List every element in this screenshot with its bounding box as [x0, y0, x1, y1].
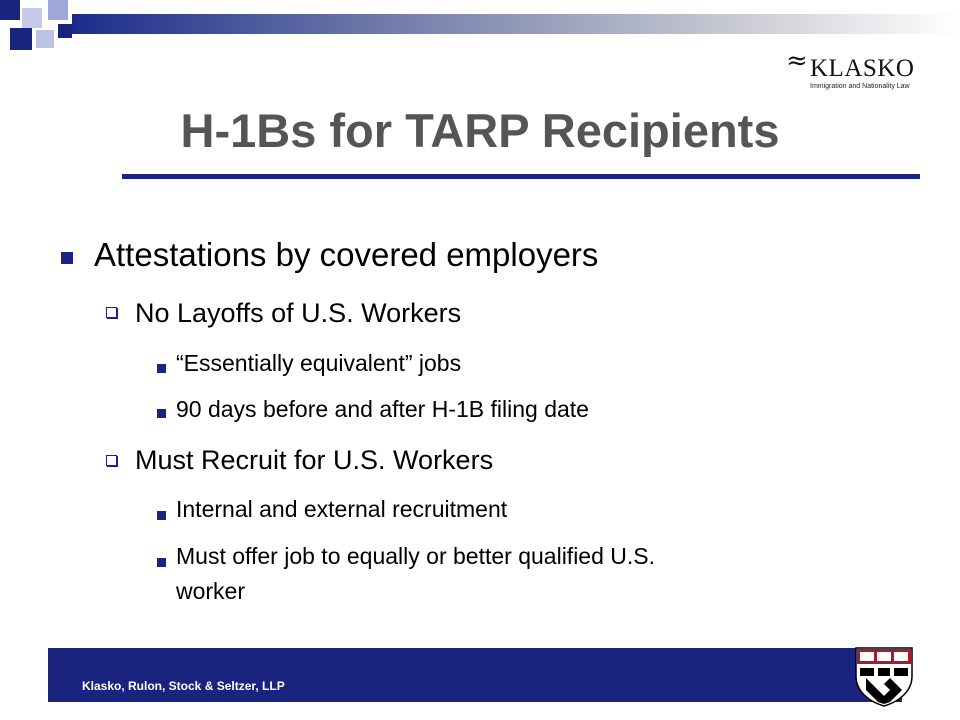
decor-square — [36, 30, 54, 48]
decor-square — [22, 8, 42, 28]
title-underline — [122, 174, 920, 179]
klasko-logo — [786, 48, 916, 96]
hollow-square-bullet-icon — [106, 455, 117, 466]
footer-firm-name: Klasko, Rulon, Stock & Seltzer, LLP — [82, 679, 285, 693]
decor-square — [10, 28, 32, 50]
bullet-level3: 90 days before and after H-1B filing date — [176, 396, 589, 422]
bullet-level3: Internal and external recruitment — [176, 496, 508, 522]
slide-title: H-1Bs for TARP Recipients — [180, 104, 780, 157]
hollow-square-bullet-icon — [106, 307, 117, 318]
square-bullet-icon — [157, 364, 166, 373]
square-bullet-icon — [157, 558, 166, 567]
header-gradient-band — [72, 14, 960, 34]
harvard-shield-icon — [854, 646, 914, 708]
bullet-level3-continuation: worker — [176, 578, 246, 604]
bullet-level3: Must offer job to equally or better qualified U.S. — [176, 543, 656, 569]
footer-bar — [48, 648, 902, 702]
decor-square — [0, 0, 20, 20]
bullet-level2: Must Recruit for U.S. Workers — [135, 445, 494, 475]
bullet-level1: Attestations by covered employers — [94, 236, 599, 273]
bullet-level3: “Essentially equivalent” jobs — [176, 350, 462, 376]
square-bullet-icon — [157, 511, 166, 520]
bullet-level2: No Layoffs of U.S. Workers — [135, 298, 462, 328]
logo-tagline: Immigration and Nationality Law — [810, 83, 910, 90]
decor-square — [58, 24, 72, 38]
square-bullet-icon — [61, 252, 73, 264]
decor-square — [48, 0, 68, 20]
logo-mark-icon: ≈ — [786, 46, 802, 76]
logo-name: KLASKO — [810, 55, 915, 82]
square-bullet-icon — [157, 409, 166, 418]
